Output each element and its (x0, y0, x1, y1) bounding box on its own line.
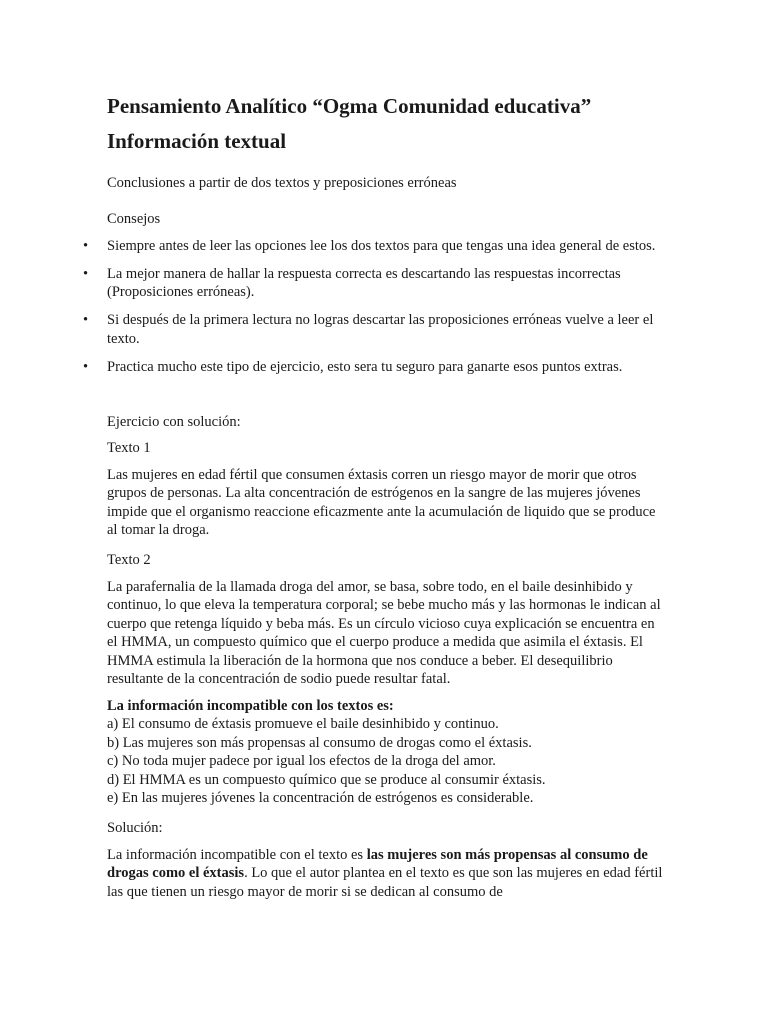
texto1-body: Las mujeres en edad fértil que consumen éxtasis corren un riesgo mayor de morir que otros grupos de personas. La alta concentración de estrógenos en la sangre de las mujeres jóvenes impide que el organismo reaccione eficazmente ante la acumulación de liquido que se produce al tomar la droga. (107, 467, 656, 539)
list-item-text: La mejor manera de hallar la respuesta correcta es descartando las respuestas incorrectas (Proposiciones erróneas). (107, 265, 621, 301)
bullet-icon: • (83, 238, 89, 254)
list-item (83, 265, 667, 302)
bullet-icon: • (83, 312, 89, 329)
question-option-a: a) El consumo de éxtasis promueve el baile desinhibido y continuo. (107, 716, 499, 733)
solucion-intro: La información incompatible con el texto es (107, 847, 367, 863)
question-option-e: e) En las mujeres jóvenes la concentración de estrógenos es considerable. (107, 790, 534, 807)
document-title: Pensamiento Analítico “Ogma Comunidad educativa” (107, 94, 592, 118)
solucion-answer: las mujeres son más propensas al consumo de drogas como el éxtasis (107, 847, 648, 882)
solucion-heading: Solución: (107, 820, 163, 836)
document-subtitle: Conclusiones a partir de dos textos y preposiciones erróneas (107, 175, 457, 191)
question-option-c: c) No toda mujer padece por igual los efectos de la droga del amor. (107, 753, 496, 770)
texto1-heading: Texto 1 (107, 440, 151, 456)
list-item (83, 358, 667, 376)
bullet-icon: • (83, 265, 89, 282)
question-option-d: d) El HMMA es un compuesto químico que se produce al consumir éxtasis. (107, 771, 546, 788)
question-prompt: La información incompatible con los textos es: (107, 698, 394, 714)
ejercicio-heading: Ejercicio con solución: (107, 414, 241, 430)
solucion-rest: . Lo que el autor plantea en el texto es que son las mujeres en edad fértil las que tienen un riesgo mayor de morir si se dedican al consumo de (107, 865, 663, 900)
consejos-list (83, 237, 667, 385)
document-subtitle-heading: Información textual (107, 129, 287, 153)
texto2-body: La parafernalia de la llamada droga del amor, se basa, sobre todo, en el baile desinhibido y continuo, lo que eleva la temperatura corporal; se bebe mucho más y las hormonas le indican al cuerpo que retenga líquido y beba más. Es un círculo vicioso cuya explicación se encuentra en el HMMA, un compuesto químico que el cuerpo produce a medida que asimila el éxtasis. El HMMA estimula la liberación de la hormona que nos conduce a beber. El desequilibrio resultante de la concentración de sodio puede resultar fatal. (107, 579, 661, 688)
texto2-heading: Texto 2 (107, 552, 151, 568)
list-item-text: Practica mucho este tipo de ejercicio, esto sera tu seguro para ganarte esos puntos extras. (107, 358, 623, 375)
question-option-b: b) Las mujeres son más propensas al consumo de drogas como el éxtasis. (107, 734, 532, 751)
list-item (83, 311, 667, 348)
consejos-heading: Consejos (107, 211, 161, 227)
list-item-text: Siempre antes de leer las opciones lee los dos textos para que tengas una idea general de estos. (107, 238, 656, 254)
list-item (83, 237, 667, 255)
bullet-icon: • (83, 358, 89, 375)
list-item-text: Si después de la primera lectura no logras descartar las proposiciones erróneas vuelve a leer el texto. (107, 312, 654, 347)
question-block (107, 697, 667, 807)
solucion-body (107, 846, 667, 901)
